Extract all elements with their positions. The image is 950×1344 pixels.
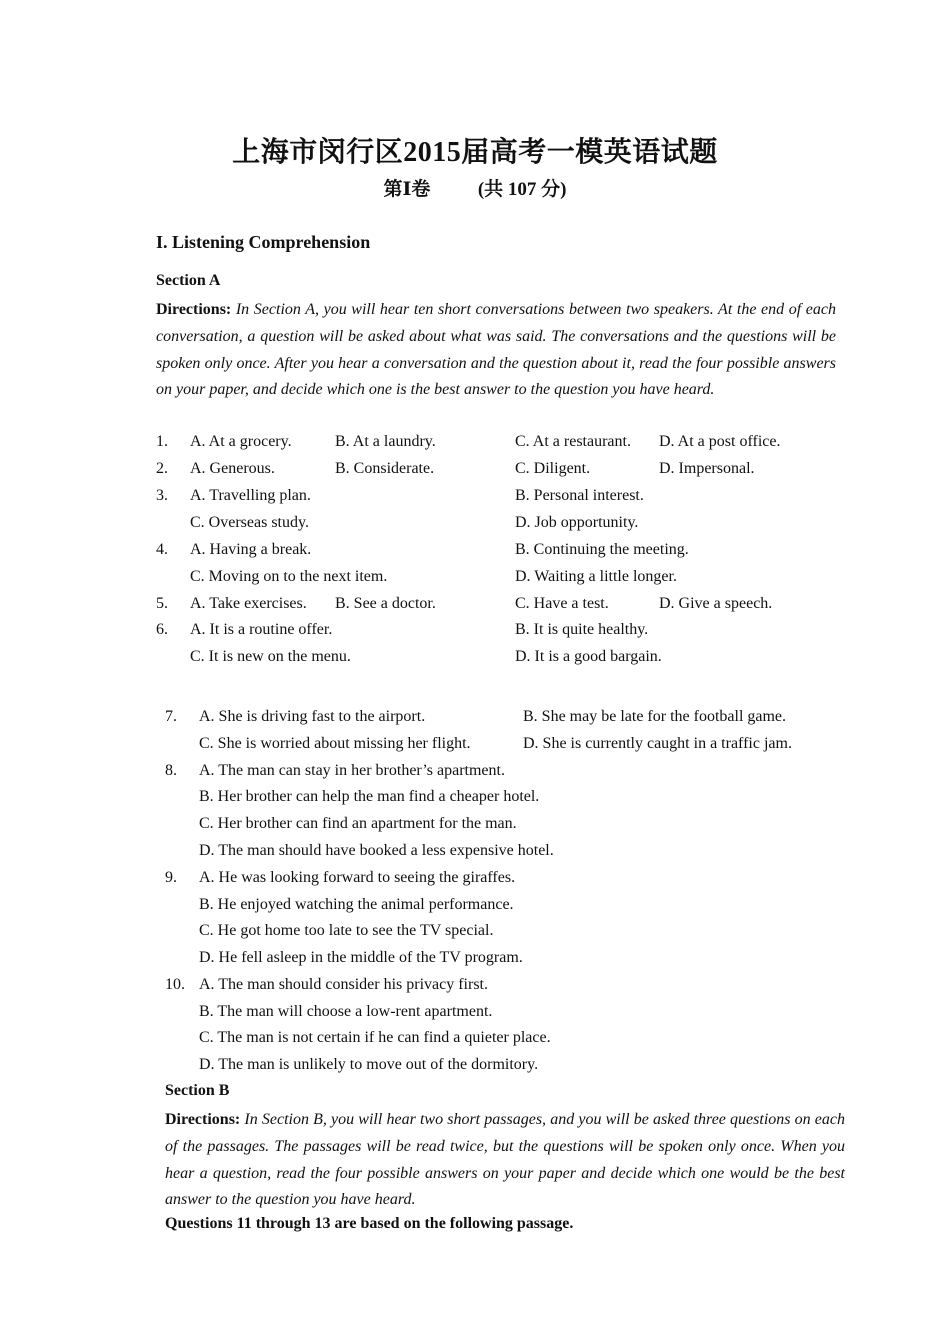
option-a: A. Having a break.	[190, 541, 312, 558]
option-c: C. Have a test.	[515, 595, 609, 612]
option-b: B. Her brother can help the man find a cheaper hotel.	[199, 788, 540, 805]
question-number: 8.	[165, 762, 177, 779]
option-c: C. He got home too late to see the TV special.	[199, 922, 494, 939]
part-heading: I. Listening Comprehension	[156, 232, 371, 252]
question-number: 7.	[165, 708, 177, 725]
option-a: A. The man can stay in her brother’s apartment.	[199, 762, 505, 779]
option-c: C. Moving on to the next item.	[190, 568, 388, 585]
option-a: A. He was looking forward to seeing the giraffes.	[199, 869, 516, 886]
section-b-directions	[165, 1107, 845, 1214]
option-d: D. The man should have booked a less expensive hotel.	[199, 842, 554, 859]
option-b: B. The man will choose a low-rent apartment.	[199, 1003, 493, 1020]
option-c: C. At a restaurant.	[515, 433, 631, 450]
option-a: A. Generous.	[190, 460, 275, 477]
option-c: C. Overseas study.	[190, 514, 309, 531]
section-a-label: Section A	[156, 272, 221, 289]
option-b: B. At a laundry.	[335, 433, 436, 450]
option-a: A. Travelling plan.	[190, 487, 311, 504]
directions-label: Directions:	[156, 301, 232, 318]
option-b: B. He enjoyed watching the animal performance.	[199, 896, 514, 913]
option-c: C. It is new on the menu.	[190, 648, 351, 665]
option-a: A. Take exercises.	[190, 595, 307, 612]
option-c: C. The man is not certain if he can find a quieter place.	[199, 1029, 551, 1046]
option-b: B. Continuing the meeting.	[515, 541, 689, 558]
option-a: A. She is driving fast to the airport.	[199, 708, 426, 725]
option-b: B. See a doctor.	[335, 595, 436, 612]
section-b-label: Section B	[165, 1082, 230, 1099]
option-a: A. The man should consider his privacy first.	[199, 976, 488, 993]
option-d: D. Waiting a little longer.	[515, 568, 677, 585]
option-d: D. At a post office.	[659, 433, 781, 450]
option-d: D. Impersonal.	[659, 460, 755, 477]
option-b: B. Personal interest.	[515, 487, 644, 504]
question-number: 6.	[156, 621, 168, 638]
section-a-directions	[156, 297, 836, 404]
question-number: 10.	[165, 976, 185, 993]
option-b: B. It is quite healthy.	[515, 621, 649, 638]
option-b: B. Considerate.	[335, 460, 435, 477]
option-d: D. It is a good bargain.	[515, 648, 662, 665]
volume-label: 第Ⅰ卷	[383, 179, 431, 200]
passage-intro: Questions 11 through 13 are based on the following passage.	[165, 1215, 574, 1232]
total-score: (共 107 分)	[477, 179, 567, 200]
option-b: B. She may be late for the football game.	[523, 708, 787, 725]
question-number: 5.	[156, 595, 168, 612]
exam-title: 上海市闵行区2015届高考一模英语试题	[232, 137, 718, 168]
option-c: C. Diligent.	[515, 460, 591, 477]
question-number: 1.	[156, 433, 168, 450]
option-d: D. He fell asleep in the middle of the TV program.	[199, 949, 523, 966]
option-d: D. Give a speech.	[659, 595, 773, 612]
question-number: 3.	[156, 487, 168, 504]
exam-subtitle	[0, 174, 950, 201]
option-d: D. She is currently caught in a traffic jam.	[523, 735, 792, 752]
option-d: D. The man is unlikely to move out of the dormitory.	[199, 1056, 539, 1073]
option-a: A. At a grocery.	[190, 433, 292, 450]
option-c: C. She is worried about missing her flight.	[199, 735, 471, 752]
question-number: 4.	[156, 541, 168, 558]
directions-text: In Section B, you will hear two short passages, and you will be asked three questions on each of the passages. The passages will be read twice, but the questions will be spoken only once. When you hear a question, read the four possible answers on your paper and decide which one would be the best answer to the question you have heard.	[165, 1111, 845, 1209]
question-number: 9.	[165, 869, 177, 886]
option-c: C. Her brother can find an apartment for the man.	[199, 815, 517, 832]
option-d: D. Job opportunity.	[515, 514, 639, 531]
directions-text: In Section A, you will hear ten short conversations between two speakers. At the end of each conversation, a question will be asked about what was said. The conversations and the questions will be spoken only once. After you hear a conversation and the question about it, read the four possible answers on your paper, and decide which one is the best answer to the question you have heard.	[156, 301, 836, 399]
directions-label: Directions:	[165, 1111, 241, 1128]
option-a: A. It is a routine offer.	[190, 621, 333, 638]
question-number: 2.	[156, 460, 168, 477]
